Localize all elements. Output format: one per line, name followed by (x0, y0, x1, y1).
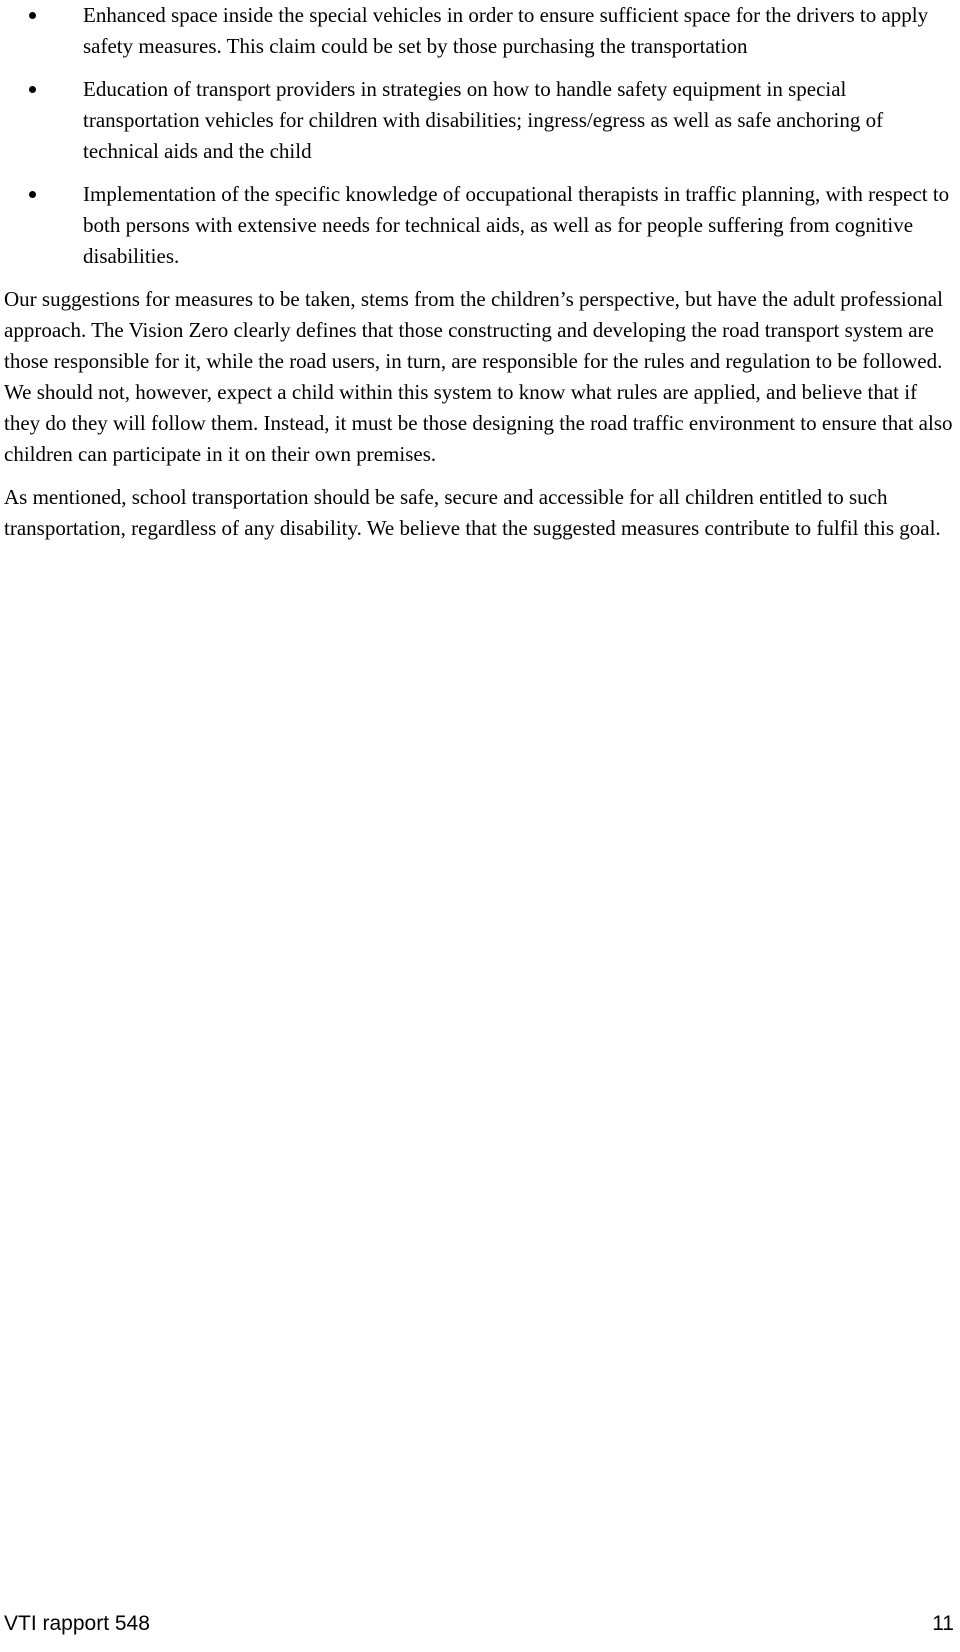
bullet-list (4, 0, 954, 272)
bullet-text: Education of transport providers in strategies on how to handle safety equipment in special transportation vehicles for children with disabilities; ingress/egress as well as safe anchoring of technical aids and the child (83, 77, 884, 163)
document-body (4, 0, 954, 556)
bullet-item (4, 0, 954, 62)
bullet-item (4, 179, 954, 272)
bullet-dot-icon (29, 12, 36, 19)
bullet-dot-icon (29, 86, 36, 93)
bullet-dot-icon (29, 191, 36, 198)
bullet-text: Implementation of the specific knowledge of occupational therapists in traffic planning, with respect to both persons with extensive needs for technical aids, as well as for people suffering from cognitive disabilities. (83, 182, 950, 268)
bullet-text: Enhanced space inside the special vehicles in order to ensure sufficient space for the drivers to apply safety measures. This claim could be set by those purchasing the transportation (83, 3, 929, 58)
bullet-item (4, 74, 954, 167)
paragraph: Our suggestions for measures to be taken, stems from the children’s perspective, but have the adult professional approach. The Vision Zero clearly defines that those constructing and developing the road transport system are those responsible for it, while the road users, in turn, are responsible for the rules and regulation to be followed. We should not, however, expect a child within this system to know what rules are applied, and believe that if they do they will follow them. Instead, it must be those designing the road traffic environment to ensure that also children can participate in it on their own premises. (4, 287, 953, 466)
page-footer (4, 1610, 954, 1638)
page-number: 11 (932, 1612, 954, 1635)
paragraph: As mentioned, school transportation should be safe, secure and accessible for all children entitled to such transportation, regardless of any disability. We believe that the suggested measures contribute to fulfil this goal. (4, 485, 941, 540)
report-name: VTI rapport 548 (4, 1612, 150, 1635)
